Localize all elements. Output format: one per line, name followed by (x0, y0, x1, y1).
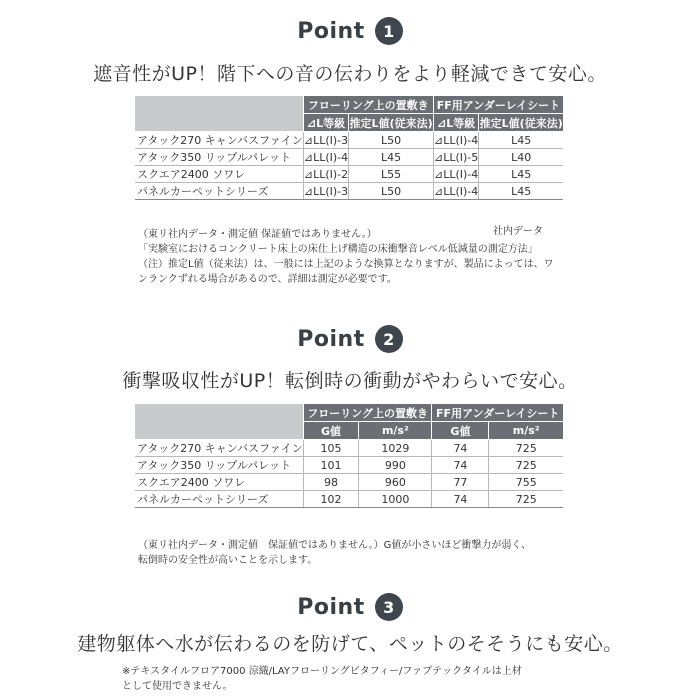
table-row (135, 149, 563, 166)
product-name: パネルカーペットシリーズ (135, 491, 303, 508)
table-cell: ⊿LL(Ⅰ)-3 (303, 184, 349, 198)
note-line: ンランクずれる場合があるので、詳細は測定が必要です。 (138, 274, 397, 285)
sub-header: ⊿L等級 (433, 114, 479, 132)
sub-header: 推定L値(従来法) (349, 114, 434, 132)
table-cell: 1029 (359, 440, 432, 457)
point-label: Point (297, 18, 365, 44)
sub-header: m/s² (489, 422, 563, 440)
point-1-badge (0, 16, 700, 46)
table-cell: 74 (432, 457, 489, 474)
table-cell: L40 (479, 149, 563, 166)
section-2-heading: 衝撃吸収性がUP！転倒時の衝動がやわらいで安心。 (122, 370, 578, 392)
note-line: として使用できません。 (122, 681, 233, 692)
section-2-notes (138, 538, 531, 568)
group-header-flooring: フローリング上の置敷き (303, 404, 432, 422)
table-row (135, 491, 563, 508)
point-number: 2 (375, 325, 403, 353)
product-name: アタック270 キャンバスファイン (135, 440, 303, 457)
table-cell: ⊿LL(Ⅰ)-4 (433, 167, 479, 181)
table-cell: L45 (479, 132, 563, 149)
table-cell: L50 (349, 132, 434, 149)
table-cell: ⊿LL(Ⅰ)-5 (433, 150, 479, 164)
table-cell: ⊿LL(Ⅰ)-4 (303, 150, 349, 164)
table-row (135, 440, 563, 457)
note-line: 「実験室におけるコンクリート床上の床仕上げ構造の床衝撃音レベル低減量の測定方法」 (138, 244, 538, 255)
table-cell: 990 (359, 457, 432, 474)
sub-header: G値 (303, 422, 359, 440)
table-row (135, 132, 563, 149)
table-cell: ⊿LL(Ⅰ)-4 (433, 184, 479, 198)
point-label: Point (297, 326, 365, 352)
table-cell: L45 (349, 149, 434, 166)
source-label: 社内データ (493, 226, 543, 237)
table-cell: 725 (489, 440, 563, 457)
point-2-badge (0, 324, 700, 354)
note-line: （東リ社内データ・測定値 保証値ではありません。） (138, 229, 377, 240)
product-name: スクエア2400 ソワレ (135, 166, 303, 183)
table-row (135, 474, 563, 491)
group-header-flooring: フローリング上の置敷き (303, 96, 433, 114)
table-cell: 101 (303, 457, 359, 474)
note-line: 転倒時の安全性が高いことを示します。 (138, 555, 318, 566)
product-name: アタック350 リップルパレット (135, 149, 303, 166)
section-1-heading: 遮音性がUP！階下への音の伝わりをより軽減できて安心。 (93, 63, 607, 85)
table-cell: L45 (479, 166, 563, 183)
sound-insulation-table (135, 96, 563, 200)
sub-header: G値 (432, 422, 489, 440)
table-row (135, 457, 563, 474)
group-header-underlay: FF用アンダーレイシート (433, 96, 563, 114)
product-name: アタック270 キャンバスファイン (135, 132, 303, 149)
point-number: 1 (375, 17, 403, 45)
table-row (135, 166, 563, 183)
note-line: （注）推定L値（従来法）は、一般には上記のような換算となりますが、製品によっては、ワ (138, 259, 554, 270)
point-number: 3 (375, 593, 403, 621)
product-name: パネルカーペットシリーズ (135, 183, 303, 200)
point-label: Point (297, 594, 365, 620)
table-cell: 960 (359, 474, 432, 491)
product-name: アタック350 リップルパレット (135, 457, 303, 474)
sub-header: ⊿L等級 (303, 114, 349, 132)
table-cell: 1000 (359, 491, 432, 508)
section-1-notes (138, 227, 554, 287)
table-cell: L55 (349, 166, 434, 183)
note-line: （東リ社内データ・測定値 保証値ではありません。）G値が小さいほど衝撃力が弱く、 (138, 540, 532, 551)
table-cell: 105 (303, 440, 359, 457)
section-3-notes (122, 664, 522, 694)
group-header-underlay: FF用アンダーレイシート (432, 404, 563, 422)
sub-header: 推定L値(従来法) (479, 114, 563, 132)
sub-header: m/s² (359, 422, 432, 440)
table-cell: ⊿LL(Ⅰ)-2 (303, 167, 349, 181)
table-cell: ⊿LL(Ⅰ)-4 (433, 133, 479, 147)
table-cell: 102 (303, 491, 359, 508)
shock-absorption-table (135, 404, 563, 508)
table-cell: 77 (432, 474, 489, 491)
point-3-badge (0, 592, 700, 622)
table-cell: 98 (303, 474, 359, 491)
table-corner (135, 404, 303, 440)
section-3-heading: 建物躯体へ水が伝わるのを防げて、ペットのそそうにも安心。 (77, 633, 623, 655)
table-cell: 755 (489, 474, 563, 491)
table-corner (135, 96, 303, 132)
table-cell: L50 (349, 183, 434, 200)
table-cell: ⊿LL(Ⅰ)-3 (303, 133, 349, 147)
table-cell: L45 (479, 183, 563, 200)
table-cell: 74 (432, 491, 489, 508)
table-row (135, 183, 563, 200)
table-cell: 725 (489, 491, 563, 508)
table-cell: 74 (432, 440, 489, 457)
table-cell: 725 (489, 457, 563, 474)
product-name: スクエア2400 ソワレ (135, 474, 303, 491)
note-line: ※テキスタイルフロア7000 涼織/LAYフローリングビタフィー/ファブテックタイルは上材 (122, 666, 522, 677)
